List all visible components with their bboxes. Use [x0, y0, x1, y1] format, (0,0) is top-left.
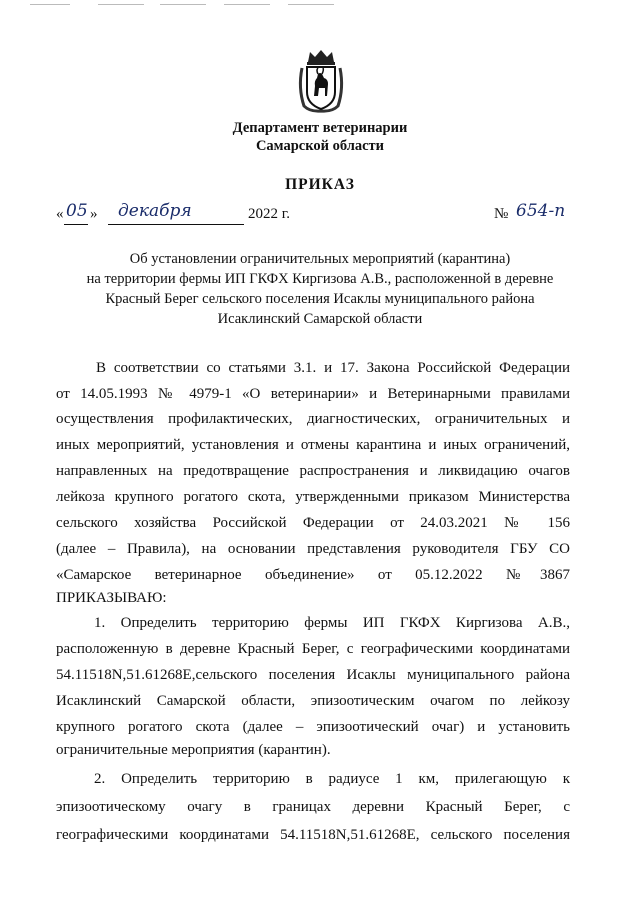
body-line: направленных на предотвращение распространения и ликвидацию очагов	[56, 463, 570, 479]
body-line: географическими координатами 54.11518N,51.61268E, сельского поселения	[56, 827, 570, 843]
order-number: 654-п	[516, 201, 566, 221]
body-line: от 14.05.1993 № 4979-1 «О ветеринарии» и Ветеринарными правилами	[56, 386, 570, 402]
body-line-item-1: 1. Определить территорию фермы ИП ГКФХ Киргизова А.В.,	[94, 615, 570, 631]
body-line: лейкоза крупного рогатого скота, утвержденными приказом Министерства	[56, 489, 570, 505]
scan-artifact	[288, 4, 334, 5]
date-close-quote: »	[90, 206, 98, 222]
body-line: иных мероприятий, установления и отмены карантина и иных ограничений,	[56, 437, 570, 453]
order-number-prefix: №	[494, 206, 509, 222]
department-name-line1: Департамент ветеринарии	[232, 120, 408, 136]
date-day-underline	[64, 224, 88, 225]
body-line: «Самарское ветеринарное объединение» от 05.12.2022 №3867	[56, 567, 570, 583]
date-month: декабря	[118, 201, 192, 221]
body-line: В соответствии со статьями 3.1. и 17. Закона Российской Федерации	[96, 360, 570, 376]
date-month-underline	[108, 224, 244, 225]
body-line: ограничительные мероприятия (карантин).	[56, 742, 331, 758]
body-line: (далее – Правила), на основании представления руководителя ГБУ СО	[56, 541, 570, 557]
body-line: крупного рогатого скота (далее – эпизоотический очаг) и установить	[56, 719, 570, 735]
subject-line: на территории фермы ИП ГКФХ Киргизова А.В., расположенной в деревне	[86, 271, 554, 287]
scan-artifact	[30, 4, 70, 5]
order-subject	[40, 249, 600, 329]
department-name-line2: Самарской области	[255, 138, 385, 154]
body-line: Исаклинский Самарской области, эпизоотическим очагом по лейкозу	[56, 693, 570, 709]
order-title: ПРИКАЗ	[285, 176, 355, 193]
body-line: эпизоотическому очагу в границах деревни Красный Берег, с	[56, 799, 570, 815]
subject-line: Об установлении ограничительных мероприятий (карантина)	[129, 251, 511, 267]
date-year: 2022 г.	[248, 206, 290, 222]
body-line: сельского хозяйства Российской Федерации от 24.03.2021 № 156	[56, 515, 570, 531]
scan-artifact	[160, 4, 206, 5]
date-open-quote: «	[56, 206, 64, 222]
subject-line: Красный Берег сельского поселения Исаклы муниципального района	[105, 291, 535, 307]
subject-line: Исаклинский Самарской области	[217, 311, 423, 327]
body-line-item-2: 2. Определить территорию в радиусе 1 км, прилегающую к	[94, 771, 570, 787]
scan-artifact	[98, 4, 144, 5]
coat-of-arms-icon	[296, 48, 346, 114]
body-line-prikazyvayu: ПРИКАЗЫВАЮ:	[56, 590, 167, 606]
date-day: 05	[66, 201, 88, 221]
scan-artifact	[224, 4, 270, 5]
body-line: расположенную в деревне Красный Берег, с географическими координатами	[56, 641, 570, 657]
body-line: осуществления профилактических, диагностических, ограничительных и	[56, 411, 570, 427]
body-line: 54.11518N,51.61268E,сельского поселения Исаклы муниципального района	[56, 667, 570, 683]
